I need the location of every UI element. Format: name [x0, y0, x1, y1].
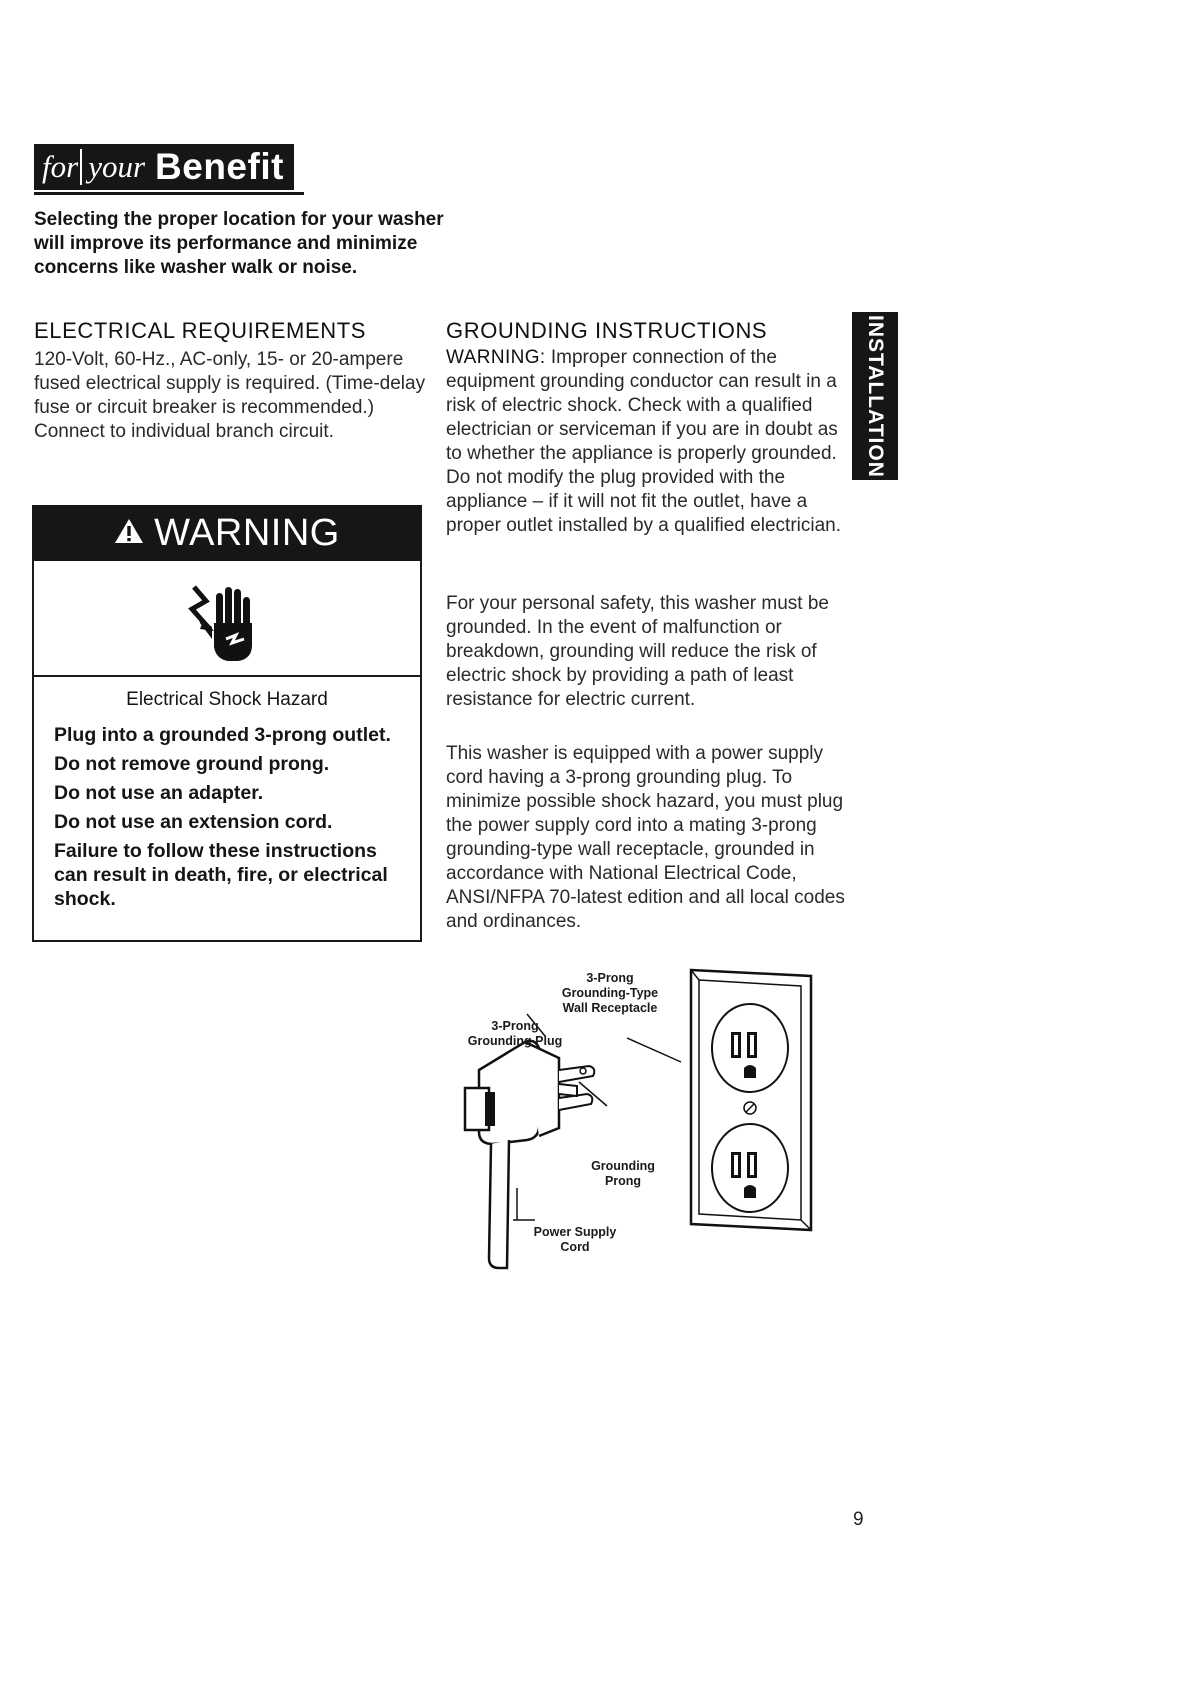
banner-underline	[34, 192, 304, 195]
wall-receptacle-illustration	[691, 970, 811, 1230]
warning-item: Do not use an extension cord.	[54, 811, 333, 833]
hazard-title: Electrical Shock Hazard	[126, 689, 328, 710]
side-tab-label: INSTALLATION	[864, 314, 887, 478]
plug-receptacle-diagram	[455, 958, 825, 1278]
cord-label-line1: Power Supply	[533, 1225, 617, 1239]
warning-title-bar	[32, 505, 422, 561]
grounding-instructions-heading: GROUNDING INSTRUCTIONS	[446, 318, 768, 343]
grounding-warning-text: Improper connection of the equipment grounding conductor can result in a risk of electric shock. Check with a qualified electrician or serviceman if you are in doubt as to whether the appliance is properly grounded. Do not modify the plug provided with the appliance – if it will not fit the outlet, have a proper outlet installed by a qualified electrician.	[446, 347, 842, 536]
grounding-safety-paragraph: For your personal safety, this washer must be grounded. In the event of malfunction or breakdown, grounding will reduce the risk of electric shock by providing a path of least resistance for electric current.	[446, 593, 829, 710]
banner-benefit-text: Benefit	[155, 146, 284, 187]
for-your-benefit-banner	[34, 144, 304, 194]
warning-title: WARNING	[154, 511, 340, 554]
warning-item: Failure to follow these instructions can result in death, fire, or electrical shock.	[54, 840, 388, 910]
banner-your-text: your	[80, 149, 145, 185]
plug-label-line2: Grounding Plug	[467, 1034, 563, 1048]
electrical-requirements-text: 120-Volt, 60-Hz., AC-only, 15- or 20-ampere fused electrical supply is required. (Time-delay fuse or circuit breaker is recommended.) Connect to individual branch circuit.	[34, 349, 426, 442]
grounding-warning-paragraph	[446, 346, 846, 538]
warning-item: Do not use an adapter.	[54, 782, 264, 804]
receptacle-label-line1: 3-Prong	[586, 971, 634, 985]
receptacle-label-line2: Grounding-Type	[561, 986, 659, 1000]
warning-triangle-icon	[114, 517, 144, 550]
banner-for-text: for	[42, 149, 79, 184]
grounding-cord-paragraph: This washer is equipped with a power supply cord having a 3-prong grounding plug. To minimize possible shock hazard, you must plug the power supply cord into a mating 3-prong grounding-type wall receptacle, grounded in accordance with National Electrical Code, ANSI/NFPA 70-latest edition and all local codes and ordinances.	[446, 743, 845, 932]
installation-side-tab	[852, 312, 898, 480]
plug-label-line1: 3-Prong	[491, 1019, 539, 1033]
warning-item: Plug into a grounded 3-prong outlet.	[54, 724, 391, 746]
warning-divider	[34, 675, 420, 677]
warning-box	[32, 505, 422, 942]
electrical-shock-hand-icon	[182, 579, 272, 674]
banner-box	[34, 144, 294, 190]
page-number: 9	[853, 1509, 864, 1530]
intro-text: Selecting the proper location for your washer will improve its performance and minimize concerns like washer walk or noise.	[34, 209, 444, 278]
grounding-warning-label: WARNING:	[446, 347, 546, 368]
electrical-requirements-heading: ELECTRICAL REQUIREMENTS	[34, 318, 367, 343]
warning-item: Do not remove ground prong.	[54, 753, 330, 775]
prong-label-line1: Grounding	[591, 1159, 655, 1173]
receptacle-label-line3: Wall Receptacle	[562, 1001, 658, 1015]
warning-instructions-list	[54, 723, 414, 916]
prong-label-line2: Prong	[604, 1174, 642, 1188]
cord-label-line2: Cord	[560, 1240, 590, 1254]
